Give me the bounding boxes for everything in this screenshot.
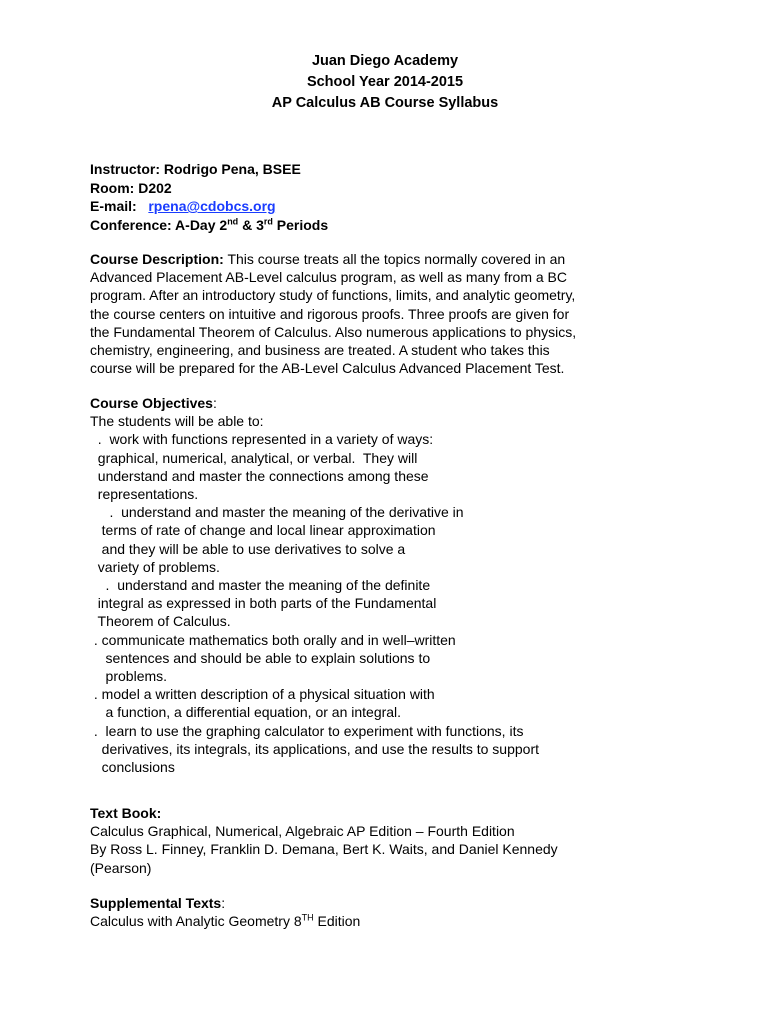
objective-line: . communicate mathematics both orally and in well–written (90, 631, 456, 648)
conference-sup-rd: rd (263, 215, 273, 226)
objective-line: problems. (90, 668, 168, 685)
objective-line: a function, a differential equation, or an integral. (90, 704, 402, 721)
objective-line: conclusions (90, 759, 175, 776)
description-line: This course treats all the topics normally covered in an (223, 251, 566, 267)
objective-line: variety of problems. (90, 558, 220, 575)
conference-text: Conference: A-Day 2 (90, 216, 228, 233)
description-line: the course centers on intuitive and rigorous proofs. Three proofs are given for (90, 305, 570, 322)
objective-line: derivatives, its integrals, its applications, and use the results to support (90, 740, 540, 757)
objective-line: . work with functions represented in a variety of ways: (90, 431, 434, 448)
course-description-label: Course Description: (90, 251, 224, 267)
conference-text-mid: & 3 (238, 216, 264, 233)
description-line: course will be prepared for the AB-Level Calculus Advanced Placement Test. (90, 360, 565, 377)
supplemental-text (90, 912, 710, 930)
description-line: program. After an introductory study of functions, limits, and analytic geometry, (90, 287, 576, 304)
objective-line: graphical, numerical, analytical, or verbal. They will (90, 449, 418, 466)
instructor-line: Instructor: Rodrigo Pena, BSEE (90, 161, 301, 177)
objective-line: and they will be able to use derivatives to solve a (90, 540, 406, 557)
objective-line: . understand and master the meaning of the definite (90, 577, 431, 594)
objective-line: Theorem of Calculus. (90, 613, 231, 630)
course-description (90, 250, 710, 377)
supplemental-text-end: Edition (313, 913, 361, 930)
supplemental-label: Supplemental Texts (90, 895, 222, 911)
objectives-colon: : (212, 395, 217, 411)
textbook-line: By Ross L. Finney, Franklin D. Demana, Bert K. Waits, and Daniel Kennedy (90, 841, 558, 858)
instructor-info (90, 160, 710, 234)
textbook-section (90, 804, 710, 877)
objective-line: . understand and master the meaning of the derivative in (90, 504, 464, 521)
course-objectives (90, 394, 710, 776)
textbook-line: Calculus Graphical, Numerical, Algebraic AP Edition – Fourth Edition (90, 823, 515, 840)
textbook-label: Text Book: (90, 805, 162, 821)
room-line: Room: D202 (90, 179, 172, 196)
objectives-intro: The students will be able to: (90, 413, 264, 430)
objective-line: representations. (90, 486, 199, 503)
course-objectives-label: Course Objectives (90, 395, 213, 411)
school-name: Juan Diego Academy (311, 53, 459, 69)
objective-line: integral as expressed in both parts of the Fundamental (90, 595, 437, 612)
supplemental-sup: TH (301, 912, 314, 923)
conference-line (90, 216, 710, 235)
description-line: the Fundamental Theorem of Calculus. Also numerous applications to physics, (90, 323, 577, 340)
objective-line: terms of rate of change and local linear approximation (90, 522, 436, 539)
conference-sup-nd: nd (227, 215, 239, 226)
conference-text-end: Periods (272, 216, 329, 233)
supplemental-section (90, 894, 710, 930)
objective-line: sentences and should be able to explain solutions to (90, 649, 431, 666)
objective-line: . model a written description of a physical situation with (90, 686, 435, 703)
objective-line: understand and master the connections among these (90, 467, 429, 484)
supplemental-colon: : (221, 895, 226, 911)
document-header (0, 51, 770, 114)
objective-line: . learn to use the graphing calculator to experiment with functions, its (90, 722, 524, 739)
email-line (90, 197, 710, 216)
email-link[interactable]: rpena@cdobcs.org (148, 198, 276, 214)
description-line: Advanced Placement AB-Level calculus program, as well as many from a BC (90, 269, 567, 286)
email-label: E-mail: (90, 198, 137, 214)
supplemental-text-main: Calculus with Analytic Geometry 8 (90, 913, 302, 930)
description-line: chemistry, engineering, and business are treated. A student who takes this (90, 342, 550, 359)
document-title: AP Calculus AB Course Syllabus (271, 95, 499, 111)
textbook-line: (Pearson) (90, 859, 152, 876)
school-year: School Year 2014-2015 (306, 74, 464, 90)
